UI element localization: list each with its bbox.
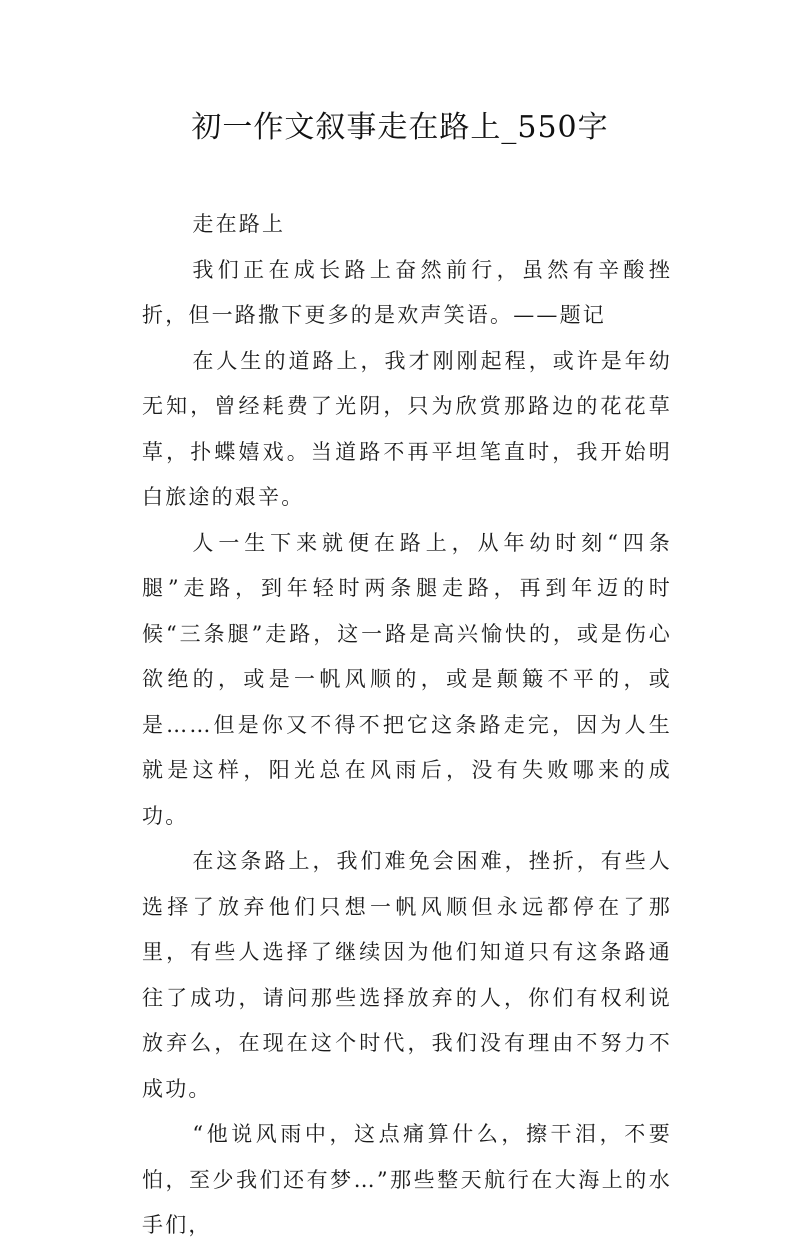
paragraph-epigraph: 我们正在成长路上奋然前行，虽然有辛酸挫折，但一路撒下更多的是欢声笑语。——题记 (142, 257, 672, 327)
paragraph: “他说风雨中，这点痛算什么，擦干泪，不要怕，至少我们还有梦…”那些整天航行在大海上的水手们， (142, 1122, 672, 1237)
paragraph: 在这条路上，我们难免会困难，挫折，有些人选择了放弃他们只想一帆风顺但永远都停在了那里，有些人选择了继续因为他们知道只有这条路通往了成功，请问那些选择放弃的人，你们有权利说放弃么，在现在这个时代，我们没有理由不努力不成功。 (142, 849, 672, 1101)
paragraph: 人一生下来就便在路上，从年幼时刻“四条腿”走路，到年轻时两条腿走路，再到年迈的时候“三条腿”走路，这一路是高兴愉快的，或是伤心欲绝的，或是一帆风顺的，或是颠簸不平的，或是……但是你又不得不把它这条路走完，因为人生就是这样，阳光总在风雨后，没有失败哪来的成功。 (142, 530, 672, 828)
essay-subtitle: 走在路上 (192, 212, 286, 236)
document-body (142, 202, 672, 1249)
document-title: 初一作文叙事走在路上_550字 (191, 110, 609, 145)
paragraph: 在人生的道路上，我才刚刚起程，或许是年幼无知，曾经耗费了光阴，只为欣赏那路边的花花草草，扑蝶嬉戏。当道路不再平坦笔直时，我开始明白旅途的艰辛。 (142, 348, 672, 509)
